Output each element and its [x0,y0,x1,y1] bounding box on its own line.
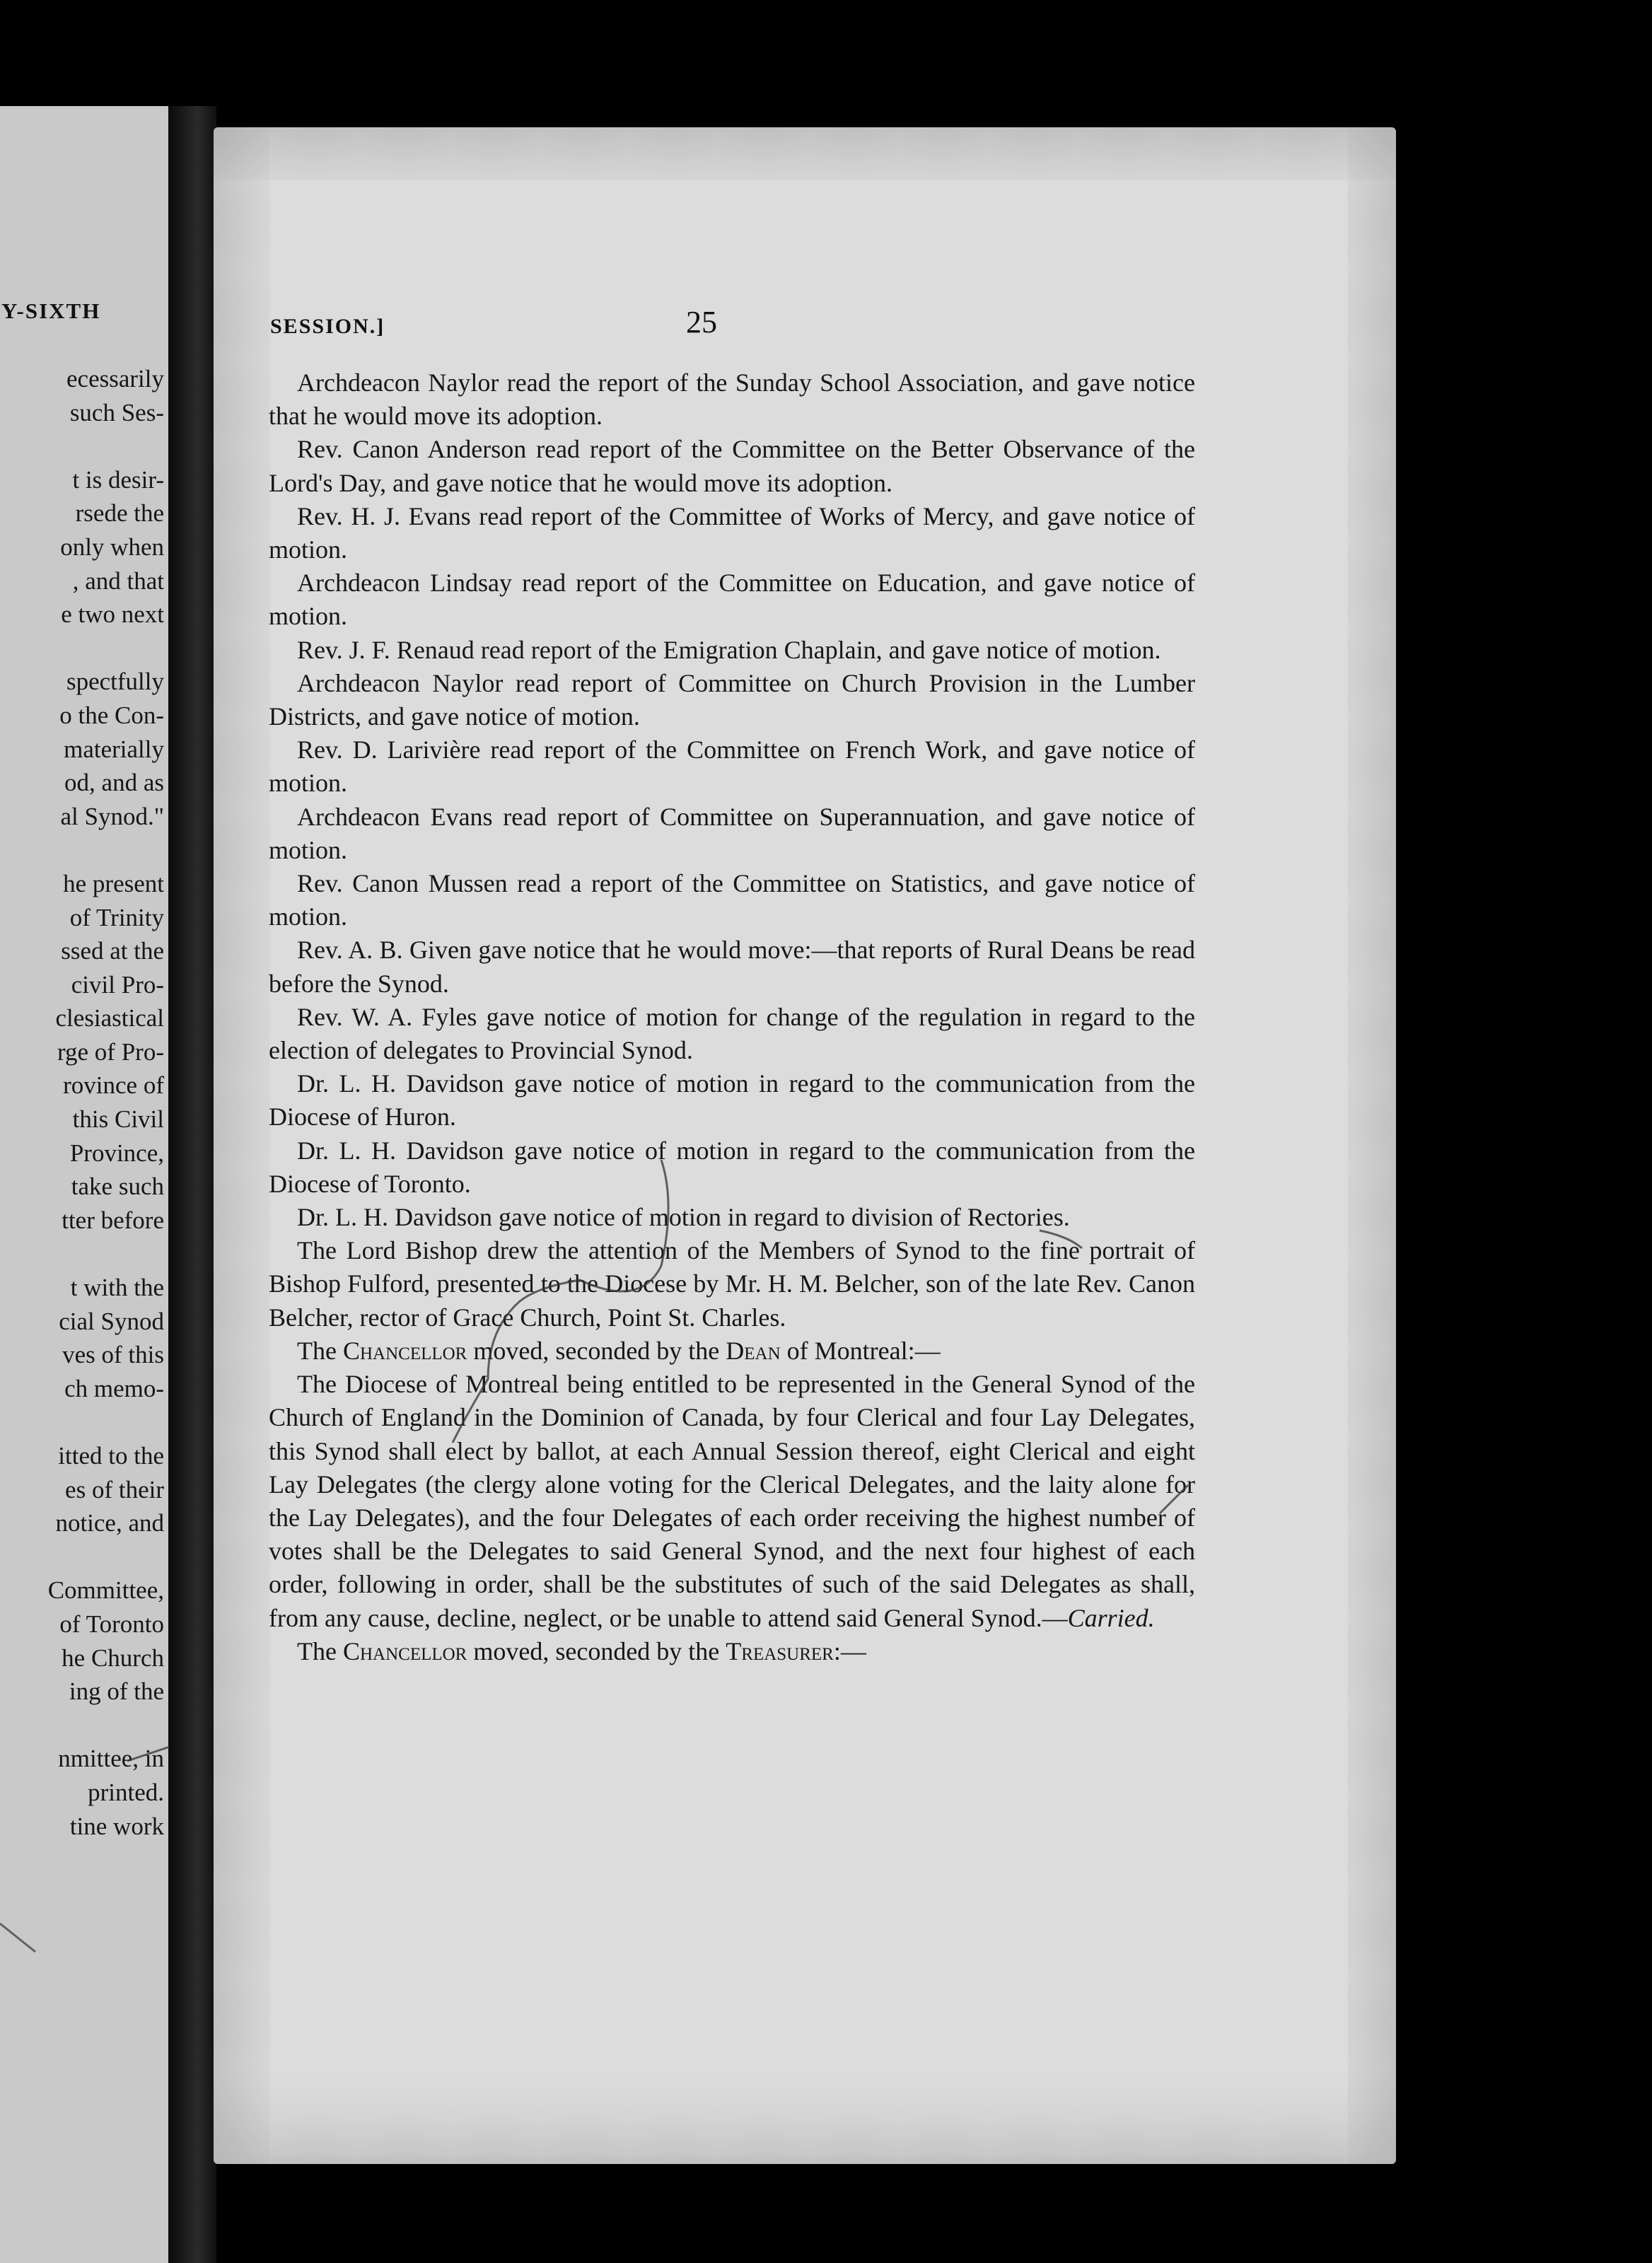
left-page-line: t is desir- [72,465,164,494]
left-page-line: itted to the [58,1442,164,1470]
left-page-line: take such [71,1173,164,1201]
paragraph-works-of-mercy: Rev. H. J. Evans read report of the Committee of Works of Mercy, and gave notice of motion. [269,501,1195,564]
left-page-line: rsede the [75,499,164,528]
left-page-line: civil Pro- [71,970,164,999]
left-page-line: ecessarily [66,365,164,392]
left-page-line [0,833,164,867]
paragraph-huron: Dr. L. H. Davidson gave notice of motion in regard to the communication from the Diocese of Huron. [269,1069,1195,1132]
paragraph-chancellor-treasurer: The Chancellor moved, seconded by the Treasurer:— [297,1636,866,1665]
left-page-line [0,1405,164,1439]
left-page-line: tine work [69,1812,164,1840]
left-page-line: Committee, [47,1576,164,1605]
main-text [269,366,1195,1668]
left-page-line: notice, and [55,1509,164,1537]
left-page-line: he present [63,869,164,897]
left-page-line: rovince of [63,1071,164,1100]
paragraph-sunday-school: Archdeacon Naylor read the report of the Sunday School Association, and gave notice that he would move its adoption. [269,368,1195,431]
left-page-line: es of their [65,1475,164,1503]
paragraph-lords-day: Rev. Canon Anderson read report of the Committee on the Better Observance of the Lord's Day, and gave notice that he would move its adoption. [269,435,1195,497]
left-page-line [0,1237,164,1271]
left-page [0,106,168,2263]
left-page-line: clesiastical [55,1004,164,1032]
left-page-line: this Civil [72,1105,164,1134]
left-page-line: e two next [61,600,164,629]
right-page [214,127,1396,2164]
left-page-line: printed. [88,1778,164,1806]
left-page-line: materially [64,735,164,763]
left-page-line: od, and as [64,769,164,797]
left-page-line: tter before [62,1206,164,1234]
left-page-text [0,362,164,1843]
left-page-line: ch memo- [64,1374,164,1402]
left-page-line: , and that [72,566,164,595]
left-page-line: t with the [70,1274,164,1302]
left-page-line: only when [60,533,164,561]
left-page-line: of Trinity [69,903,164,931]
paragraph-general-synod-resolution: The Diocese of Montreal being entitled to be represented in the General Synod of the Church of England in the Dominion of Canada, by four Clerical and four Lay Delegates, this Synod shall elect by ballot, at each Annual Session thereof, eight Clerical and eight Lay Delegates (the clergy alone voting for the Clerical Delegates, and the laity alone for the Lay Delegates), and the four Delegates of each order receiving the highest number of votes shall be the Delegates to said General Synod, and the next four highest of each order, following in order, shall be the substitutes of such of the said Delegates as shall, from any cause, decline, neglect, or be unable to attend said General Synod.—Carried. [269,1370,1195,1632]
paragraph-french-work: Rev. D. Larivière read report of the Committee on French Work, and gave notice of motion. [269,735,1195,798]
left-page-line [0,632,164,665]
paragraph-statistics: Rev. Canon Mussen read a report of the Committee on Statistics, and gave notice of motion. [269,869,1195,931]
left-page-line: ssed at the [61,937,164,965]
left-page-line [0,429,164,463]
paragraph-portrait: The Lord Bishop drew the attention of the Members of Synod to the fine portrait of Bishop Fulford, presented to the Diocese by Mr. H. M. Belcher, son of the late Rev. Canon Belcher, rector of Grace Church, Point St. Charles. [269,1236,1195,1332]
left-page-line: cial Synod [59,1307,164,1335]
running-head: SESSION.] [270,315,385,338]
paragraph-lumber-districts: Archdeacon Naylor read report of Committee on Church Provision in the Lumber Districts, and gave notice of motion. [269,668,1195,731]
left-running-head: Y-SIXTH [1,298,101,323]
left-page-line: Province, [69,1139,164,1167]
left-page-line [0,1540,164,1574]
left-page-line: such Ses- [69,398,164,426]
left-page-line [0,1709,164,1743]
paragraph-education: Archdeacon Lindsay read report of the Committee on Education, and gave notice of motion. [269,569,1195,631]
left-page-line: al Synod." [60,802,164,830]
left-page-line: of Toronto [59,1610,164,1638]
left-page-line: nmittee, in [58,1745,164,1773]
paragraph-rural-deans: Rev. A. B. Given gave notice that he would move:—that reports of Rural Deans be read before the Synod. [269,936,1195,998]
paragraph-provincial-synod: Rev. W. A. Fyles gave notice of motion for change of the regulation in regard to the election of delegates to Provincial Synod. [269,1002,1195,1065]
left-page-line: rge of Pro- [57,1037,164,1066]
paragraph-superannuation: Archdeacon Evans read report of Committee on Superannuation, and gave notice of motion. [269,802,1195,864]
book-gutter [168,106,216,2263]
paragraph-toronto: Dr. L. H. Davidson gave notice of motion in regard to the communication from the Diocese of Toronto. [269,1136,1195,1198]
left-page-line: ing of the [69,1677,164,1706]
paragraph-emigration-chaplain: Rev. J. F. Renaud read report of the Emigration Chaplain, and gave notice of motion. [297,635,1161,664]
left-page-line: spectfully [66,668,164,696]
paragraph-chancellor-dean: The Chancellor moved, seconded by the Dean of Montreal:— [297,1336,941,1365]
paragraph-rectories: Dr. L. H. Davidson gave notice of motion in regard to division of Rectories. [297,1203,1070,1232]
left-page-line: he Church [62,1644,164,1672]
left-page-line: ves of this [62,1341,164,1369]
page-number: 25 [686,305,717,339]
left-page-line: o the Con- [59,701,164,729]
